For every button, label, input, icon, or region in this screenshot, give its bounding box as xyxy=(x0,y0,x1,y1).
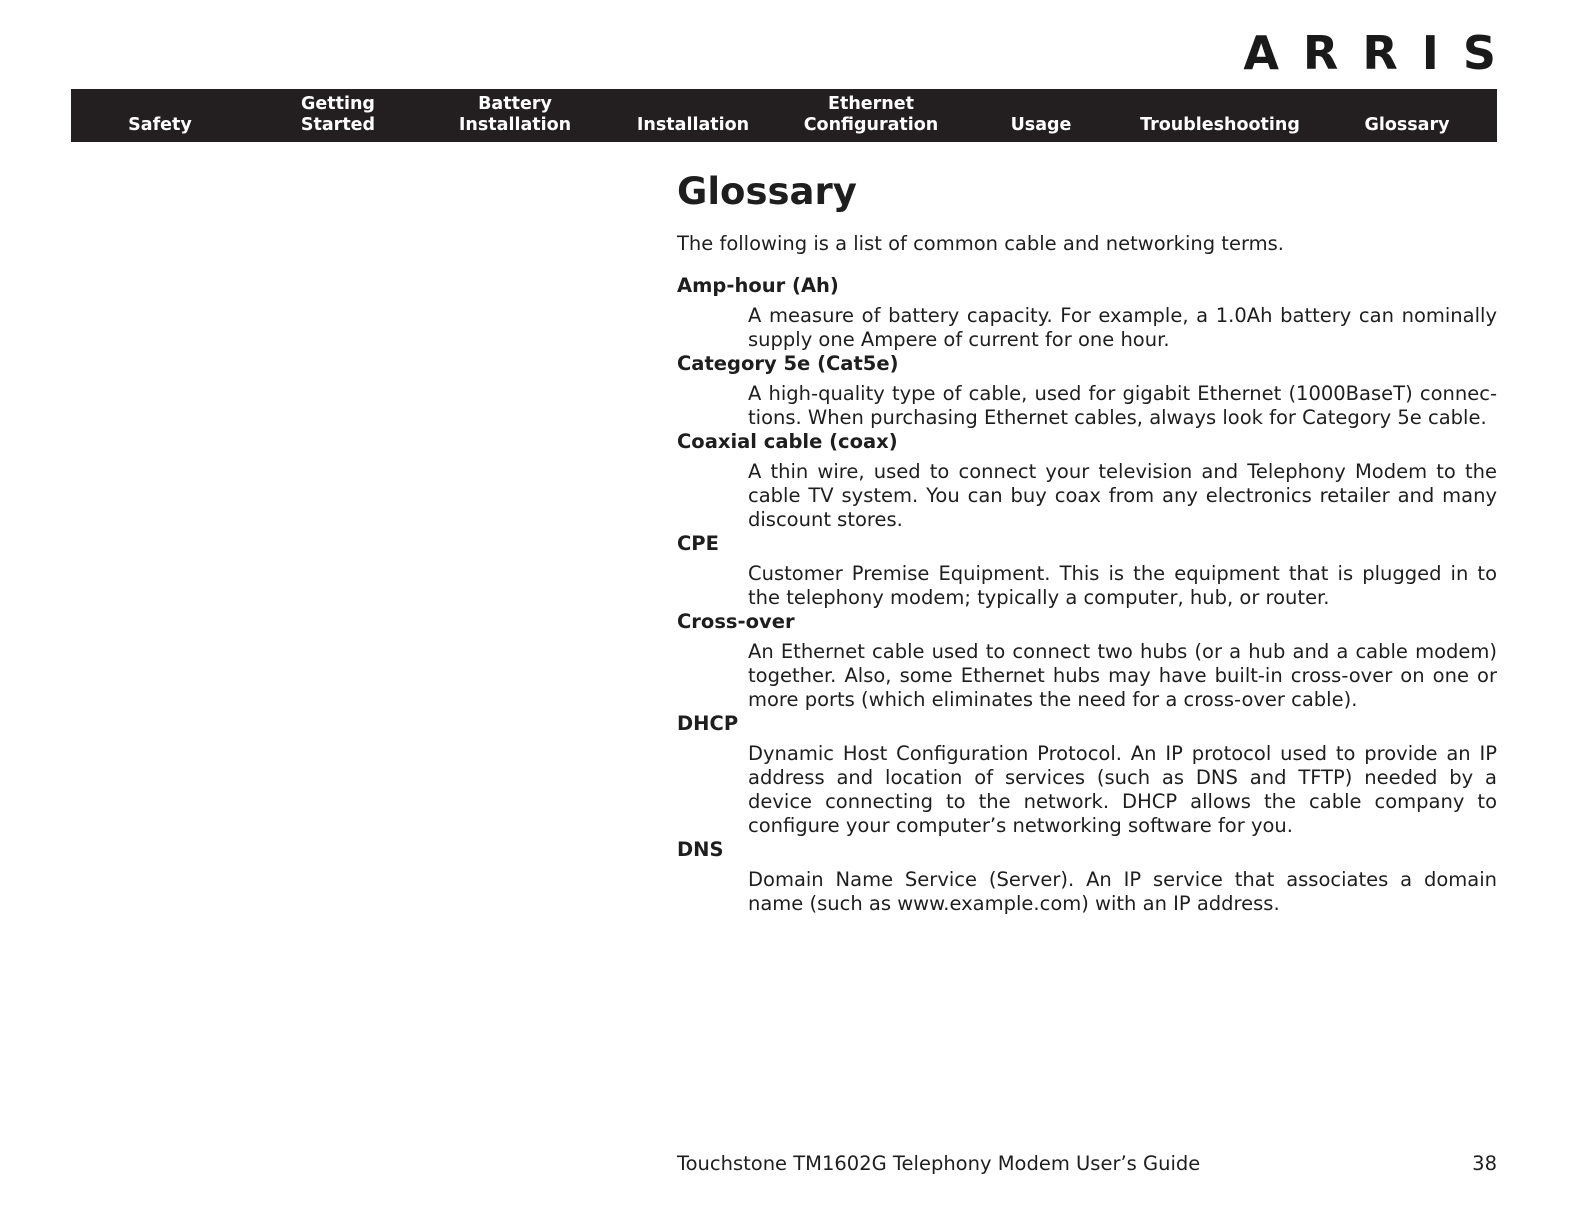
glossary-term: Category 5e (Cat5e) xyxy=(677,352,899,375)
glossary-definition: A high-quality type of cable, used for gigabit Ethernet (1000BaseT) connections. When purchasing Ethernet cables, always look for Category 5e cable. xyxy=(748,382,1497,429)
glossary-entry xyxy=(677,712,1497,838)
glossary-entry xyxy=(677,430,1497,532)
arris-logo: ARRIS xyxy=(1243,26,1520,80)
nav-item-glossary[interactable]: Glossary xyxy=(1364,115,1450,135)
nav-item-battery-installation[interactable]: Battery Installation xyxy=(458,94,572,135)
glossary-definition: An Ethernet cable used to connect two hubs (or a hub and a cable modem) together. Also, some Ethernet hubs may have built-in cross-over on one or more ports (which eliminates the need for a cross-over cable). xyxy=(748,640,1497,711)
page-number: 38 xyxy=(1472,1152,1497,1175)
nav-item-usage[interactable]: Usage xyxy=(1010,115,1072,135)
glossary-term: CPE xyxy=(677,532,719,555)
main-content xyxy=(677,166,1497,916)
nav-item-ethernet-configuration[interactable]: Ethernet Configuration xyxy=(803,94,939,135)
glossary-term: Amp-hour (Ah) xyxy=(677,274,839,297)
glossary-definition: A measure of battery capacity. For example, a 1.0Ah battery can nominally supply one Ampere of current for one hour. xyxy=(748,304,1497,351)
glossary-term: DNS xyxy=(677,838,724,861)
glossary-definition: Dynamic Host Configuration Protocol. An IP protocol used to provide an IP address and location of services (such as DNS and TFTP) needed by a device connecting to the network. DHCP allows the cable company to configure your computer’s networking software for you. xyxy=(748,742,1497,837)
glossary-entry xyxy=(677,532,1497,610)
glossary-entry xyxy=(677,838,1497,916)
intro-text: The following is a list of common cable and networking terms. xyxy=(677,232,1284,255)
glossary-term: Cross-over xyxy=(677,610,795,633)
glossary-list xyxy=(677,274,1497,916)
glossary-term: DHCP xyxy=(677,712,739,735)
page-title: Glossary xyxy=(677,170,857,213)
glossary-definition: Customer Premise Equipment. This is the equipment that is plugged in to the telephony modem; typically a computer, hub, or router. xyxy=(748,562,1497,609)
glossary-definition: Domain Name Service (Server). An IP service that associates a domain name (such as www.example.com) with an IP address. xyxy=(748,868,1497,915)
footer-document-title: Touchstone TM1602G Telephony Modem User’s Guide xyxy=(677,1152,1201,1175)
nav-item-getting-started[interactable]: Getting Started xyxy=(300,94,376,135)
nav-item-installation[interactable]: Installation xyxy=(636,115,750,135)
glossary-entry xyxy=(677,274,1497,352)
glossary-entry xyxy=(677,610,1497,712)
nav-item-safety[interactable]: Safety xyxy=(128,115,192,135)
nav-item-troubleshooting[interactable]: Troubleshooting xyxy=(1140,115,1300,135)
glossary-term: Coaxial cable (coax) xyxy=(677,430,898,453)
top-navigation xyxy=(71,89,1497,142)
glossary-entry xyxy=(677,352,1497,430)
glossary-definition: A thin wire, used to connect your television and Telephony Modem to the cable TV system. You can buy coax from any electronics retailer and many discount stores. xyxy=(748,460,1497,531)
